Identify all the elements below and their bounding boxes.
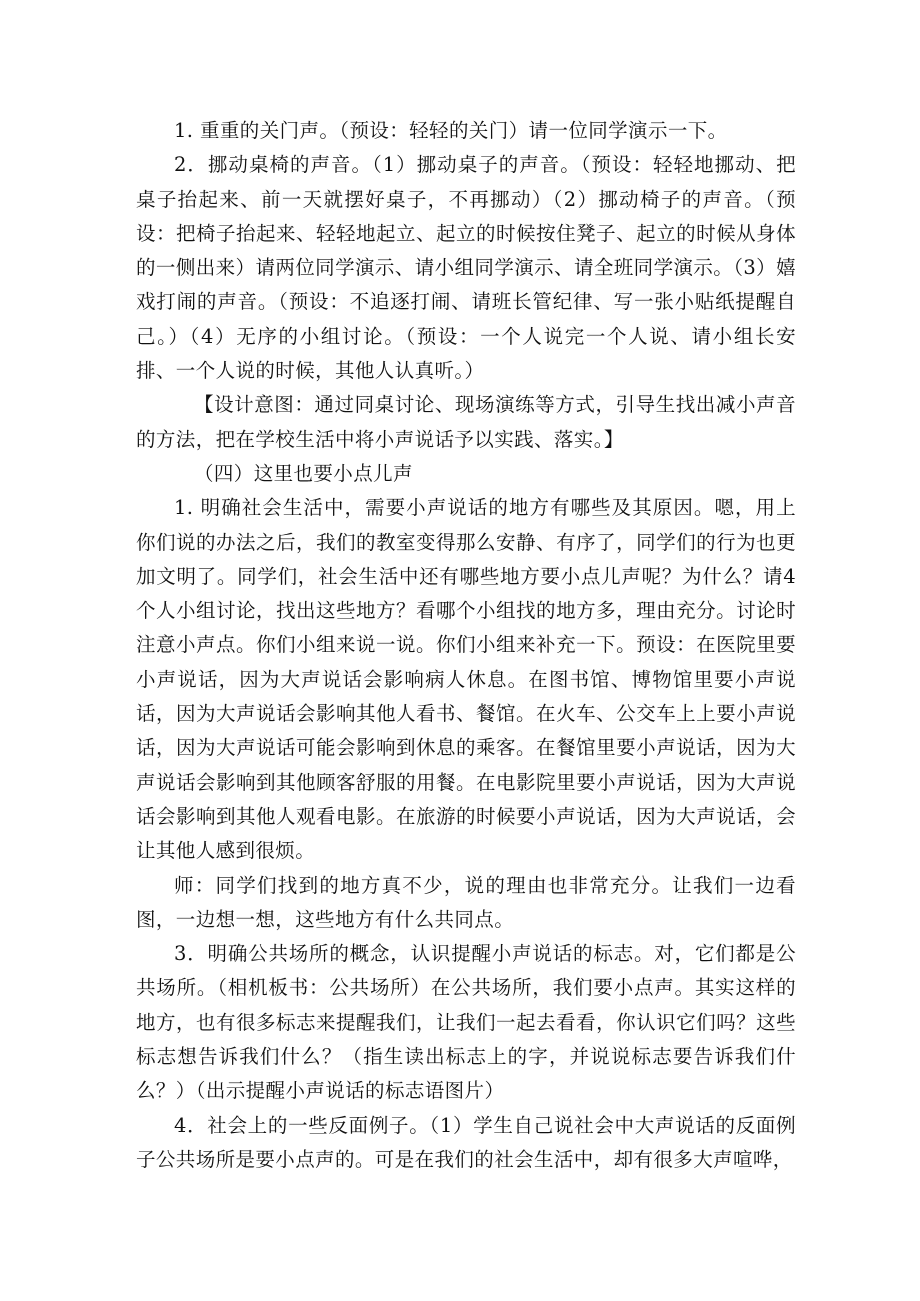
document-body	[136, 114, 796, 1177]
paragraph-negative-examples: 4．社会上的一些反面例子。（1）学生自己说社会中大声说话的反面例子公共场所是要小点声的。可是在我们的社会生活中，却有很多大声喧哗，	[136, 1113, 796, 1171]
paragraph-social-places: 1. 明确社会生活中，需要小声说话的地方有哪些及其原因。嗯，用上你们说的办法之后，我们的教室变得那么安静、有序了，同学们的行为也更加文明了。同学们，社会生活中还有哪些地方要小点儿声呢？为什么？请4个人小组讨论，找出这些地方？看哪个小组找的地方多，理由充分。讨论时注意小声点。你们小组来说一说。你们小组来补充一下。预设：在医院里要小声说话，因为大声说话会影响病人休息。在图书馆、博物馆里要小声说话，因为大声说话会影响其他人看书、餐馆。在火车、公交车上上要小声说话，因为大声说话可能会影响到休息的乘客。在餐馆里要小声说话，因为大声说话会影响到其他顾客舒服的用餐。在电影院里要小声说话，因为大声说话会影响到其他人观看电影。在旅游的时候要小声说话，因为大声说话，会让其他人感到很烦。	[136, 496, 796, 863]
paragraph-teacher-remark: 师：同学们找到的地方真不少，说的理由也非常充分。让我们一边看图，一边想一想，这些地方有什么共同点。	[136, 873, 796, 931]
paragraph-moving-furniture: 2．挪动桌椅的声音。（1）挪动桌子的声音。（预设：轻轻地挪动、把桌子抬起来、前一天就摆好桌子，不再挪动）（2）挪动椅子的声音。（预设：把椅子抬起来、轻轻地起立、起立的时候按住凳子、起立的时候从身体的一侧出来）请两位同学演示、请小组同学演示、请全班同学演示。（3）嬉戏打闹的声音。（预设：不追逐打闹、请班长管纪律、写一张小贴纸提醒自己。）（4）无序的小组讨论。（预设：一个人说完一个人说、请小组长安排、一个人说的时候，其他人认真听。）	[136, 153, 796, 383]
paragraph-public-places: 3．明确公共场所的概念，认识提醒小声说话的标志。对，它们都是公共场所。（相机板书：公共场所）在公共场所，我们要小点声。其实这样的地方，也有很多标志来提醒我们，让我们一起去看看，你认识它们吗？这些标志想告诉我们什么？（指生读出标志上的字，并说说标志要告诉我们什么？）（出示提醒小声说话的标志语图片）	[136, 942, 796, 1103]
paragraph-door-noise: 1. 重重的关门声。（预设：轻轻的关门）请一位同学演示一下。	[174, 119, 728, 142]
section-heading: （四）这里也要小点儿声	[194, 461, 413, 485]
paragraph-design-intent: 【设计意图：通过同桌讨论、现场演练等方式，引导生找出减小声音的方法，把在学校生活中将小声说话予以实践、落实。】	[136, 393, 796, 451]
